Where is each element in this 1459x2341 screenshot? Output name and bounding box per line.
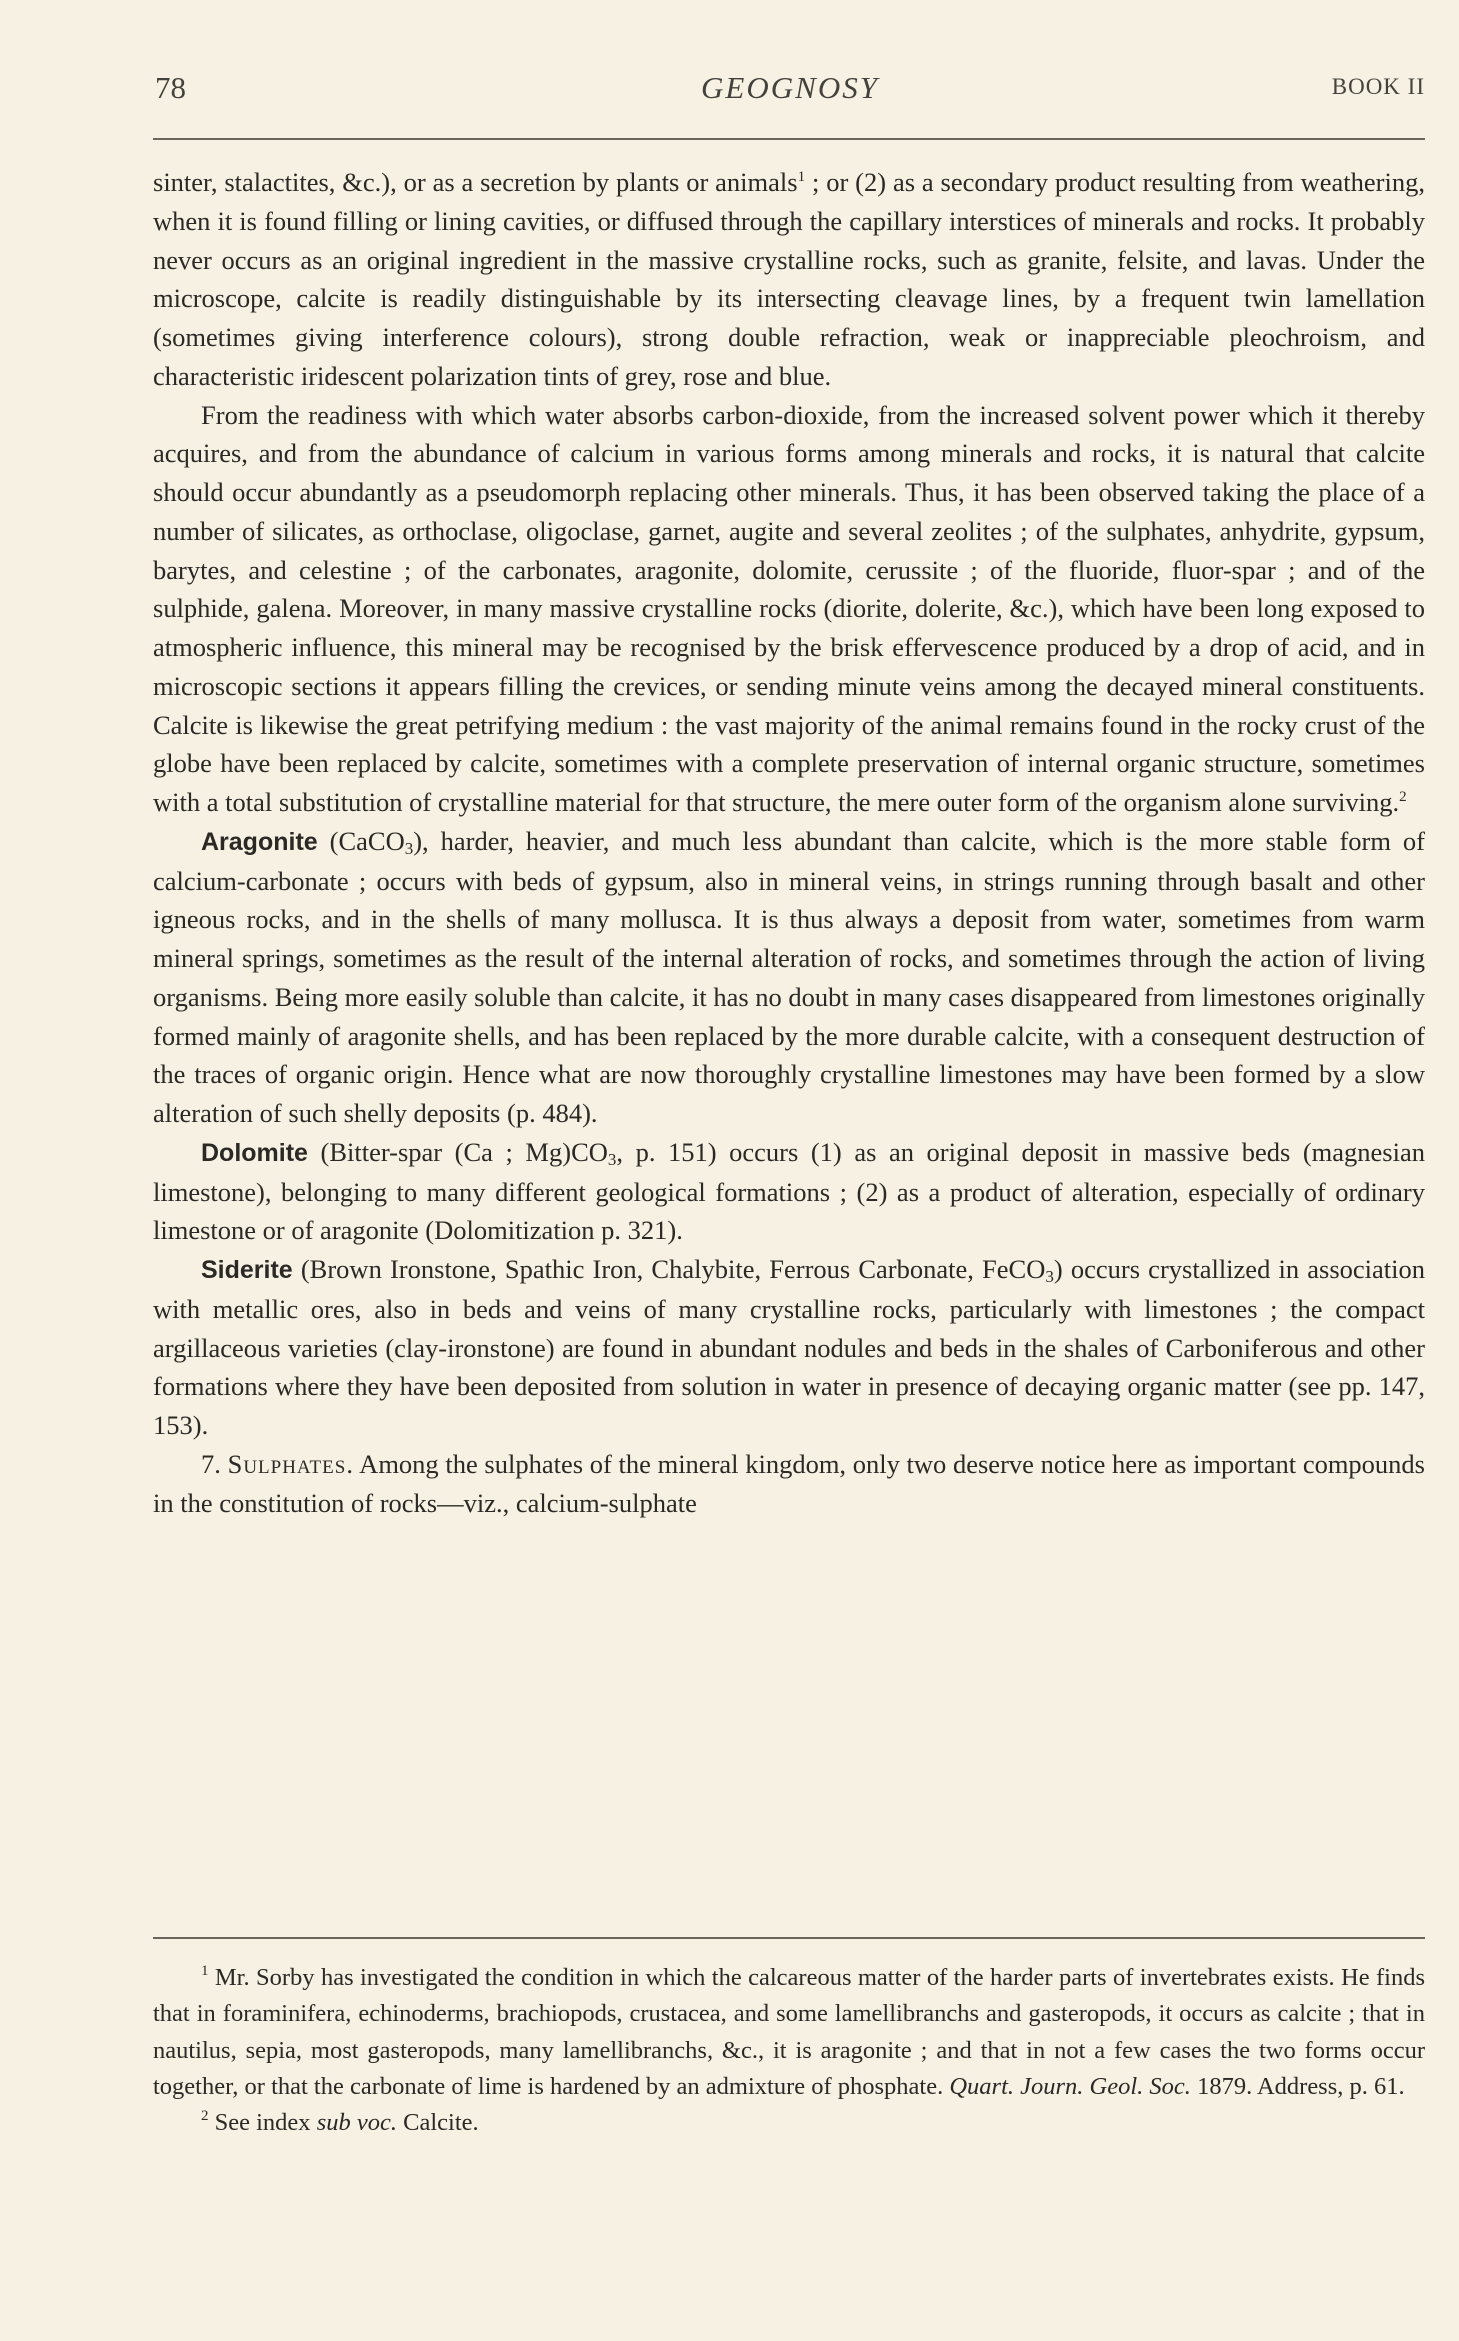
footnote-marker-2: 2 — [1399, 789, 1407, 805]
paragraph-dolomite: Dolomite (Bitter-spar (Ca ; $Mg)CO_3$, p. 151) occurs (1) as an original deposit in massive beds (magnesian limestone), belonging to many different geological formations ; (2) as a product of alteration, especially of ordinary limestone or of aragonite (Dolomitization p. 321). — [153, 1136, 1425, 1246]
paragraph-aragonite: Aragonite (CaCO$_3$), harder, heavier, and much less abundant than calcite, which is the more stable form of calcium-carbonate ; occurs with beds of gypsum, also in mineral veins, in strings running through basalt and other igneous rocks, and in the shells of many mollusca. It is thus always a deposit from water, sometimes from warm mineral springs, sometimes as the result of the internal alteration of rocks, and sometimes through the action of living organisms. Being more easily soluble than calcite, it has no doubt in many cases disappeared from limestones originally formed mainly of aragonite shells, and has been replaced by the more durable calcite, with a consequent destruction of the traces of organic origin. Hence what are now thoroughly crystalline limestones may have been formed by a slow alteration of such shelly deposits (p. 484). — [153, 825, 1425, 1128]
running-header — [155, 64, 1425, 124]
paragraph-sulphates: 7. Sulphates. Among the sulphates of the mineral kingdom, only two deserve notice here as important compounds in the constitution of rocks—viz., calcium-sulphate — [153, 1448, 1425, 1518]
main-text — [153, 163, 1425, 1522]
header-rule — [153, 138, 1425, 140]
footnote-1: $^1$ Mr. Sorby has investigated the condition in which the calcareous matter of the harder parts of invertebrates exists. He finds that in foraminifera, echinoderms, brachiopods, crustacea, and some lamellibranchs and gasteropods, it occurs as calcite ; that in nautilus, sepia, most gasteropods, many lamellibranchs, &c., it is aragonite ; and that in not a few cases the two forms occur together, or that the carbonate of lime is hardened by an admixture of phosphate. Quart. Journ. Geol. Soc. 1879. Address, p. 61. — [153, 1963, 1425, 2100]
footnote-marker-1: 1 — [797, 169, 806, 185]
paragraph-calcite-pseudomorph: From the readiness with which water absorbs carbon-dioxide, from the increased solvent power which it thereby acquires, and from the abundance of calcium in various forms among minerals and rocks, it is natural that calcite should occur abundantly as a pseudomorph replacing other minerals. Thus, it has been observed taking the place of a number of silicates, as orthoclase, oligoclase, garnet, augite and several zeolites ; of the sulphates, anhydrite, gypsum, barytes, and celestine ; of the carbonates, aragonite, dolomite, cerussite ; of the fluoride, fluor-spar ; and of the sulphide, galena. Moreover, in many massive crystalline rocks (diorite, dolerite, &c.), which have been long exposed to atmospheric influence, this mineral may be recognised by the brisk effervescence produced by a drop of acid, and in microscopic sections it appears filling the crevices, or sending minute veins among the decayed mineral constituents. Calcite is likewise the great petrifying medium : the vast majority of the animal remains found in the rocky crust of the globe have been replaced by calcite, sometimes with a complete preservation of internal organic structure, sometimes with a total substitution of crystalline material for that structure, the mere outer form of the organism alone surviving.$^2$ — [153, 399, 1425, 817]
term-siderite: Siderite — [201, 1256, 293, 1284]
running-title: GEOGNOSY — [701, 70, 879, 105]
journal-citation: Quart. Journ. Geol. Soc. — [949, 2072, 1191, 2100]
page-number: 78 — [155, 70, 186, 105]
section-heading-sulphates: Sulphates. — [227, 1448, 354, 1479]
paragraph-calcite-continued: sinter, stalactites, &c.), or as a secretion by plants or animals$^1$ ; or (2) as a secondary product resulting from weathering, when it is found filling or lining cavities, or diffused through the capillary interstices of minerals and rocks. It probably never occurs as an original ingredient in the massive crystalline rocks, such as granite, felsite, and lavas. Under the microscope, calcite is readily distinguishable by its intersecting cleavage lines, by a frequent twin lamellation (sometimes giving interference colours), strong double refraction, weak or inappreciable pleochroism, and characteristic iridescent polarization tints of grey, rose and blue. — [153, 167, 1425, 391]
paragraph-siderite: Siderite (Brown Ironstone, Spathic Iron, Chalybite, Ferrous Carbonate, FeCO$_3$) occurs crystallized in association with metallic ores, also in beds and veins of many crystalline rocks, particularly with limestones ; the compact argillaceous varieties (clay-ironstone) are found in abundant nodules and beds in the shales of Carboniferous and other formations where they have been deposited from solution in water in presence of decaying organic matter (see pp. 147, 153). — [153, 1254, 1425, 1440]
footnote-2: $^2$ See index sub voc. Calcite. — [201, 2108, 479, 2137]
footnotes — [153, 1960, 1425, 2141]
term-aragonite: Aragonite — [201, 827, 318, 856]
term-dolomite: Dolomite — [201, 1138, 308, 1167]
footnote-rule — [153, 1937, 1425, 1939]
book-label: BOOK II — [1331, 74, 1425, 99]
section-number: 7. — [201, 1448, 221, 1479]
